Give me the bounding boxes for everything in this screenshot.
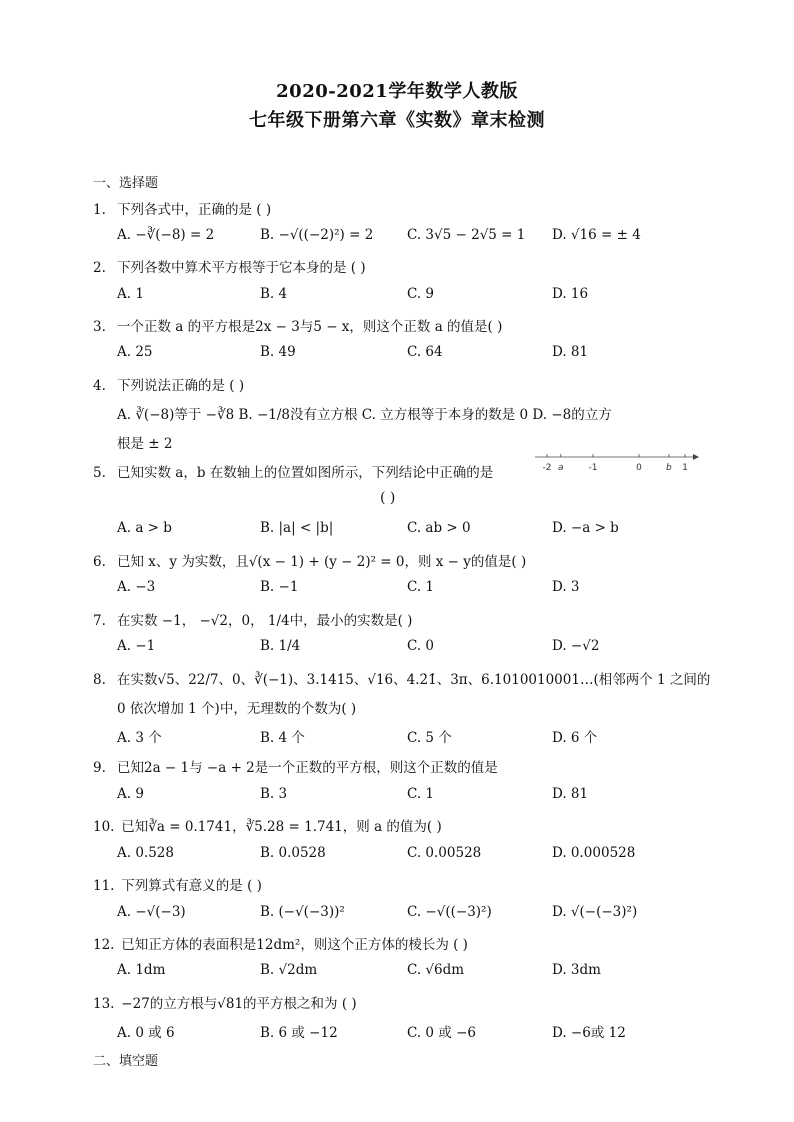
question-8: [93, 668, 711, 688]
question-number: 11.: [93, 878, 115, 894]
option-a: A. 3 个: [117, 730, 162, 746]
option-b: B. −√((−2)²) = 2: [260, 227, 374, 243]
number-line-label: -2: [542, 463, 552, 473]
option-c: C. 9: [407, 286, 435, 302]
question-12: [93, 933, 703, 953]
title-line-1: 2020-2021学年数学人教版: [276, 81, 518, 102]
option-b: B. 49: [260, 344, 296, 360]
question-number: 3.: [93, 319, 106, 335]
option-b: B. 6 或 −12: [260, 1025, 338, 1041]
question-number: 10.: [93, 819, 115, 835]
option-b: B. √2dm: [260, 962, 318, 978]
number-line-arrow: [693, 454, 699, 460]
question-text: 已知实数 a，b 在数轴上的位置如图所示，下列结论中正确的是: [117, 465, 494, 481]
question-text: 下列算式有意义的是 ( ): [117, 878, 262, 894]
option-b: B. 3: [260, 786, 288, 802]
question-text: 在实数√5、22/7、0、∛(−1)、3.1415、√16、4.2̇1̇、3π、6.1010010001…(相邻两个 1 之间的: [117, 672, 711, 688]
question-text: 下列各数中算术平方根等于它本身的是 ( ): [117, 260, 366, 276]
question-number: 2.: [93, 260, 106, 276]
option-a: A. 1dm: [117, 962, 166, 978]
option-c: C. 3√5 − 2√5 = 1: [407, 227, 526, 243]
option-b: B. −1: [260, 579, 299, 595]
number-line-svg: [533, 449, 703, 477]
option-a: A. −1: [117, 638, 156, 654]
option-c: C. 0: [407, 638, 435, 654]
question-4-options: A. ∛(−8)等于 −∛8 B. −1/8没有立方根 C. 立方根等于本身的数是 0 D. −8的立方: [117, 407, 612, 423]
question-text: 在实数 −1， −√2，0， 1/4中，最小的实数是( ): [117, 613, 413, 629]
number-line-label: 0: [636, 463, 642, 473]
question-number: 1.: [93, 202, 106, 218]
option-a: A. −√(−3): [117, 904, 186, 920]
option-a: A. −∛(−8) = 2: [117, 227, 215, 243]
question-9: [93, 756, 703, 776]
option-c: C. 64: [407, 344, 443, 360]
question-7: [93, 609, 703, 629]
number-line-label: -1: [588, 463, 598, 473]
question-text: 一个正数 a 的平方根是2x − 3与5 − x，则这个正数 a 的值是( ): [117, 319, 503, 335]
question-3: [93, 315, 703, 335]
option-b: B. 1/4: [260, 638, 301, 654]
option-d: D. 16: [552, 286, 589, 302]
option-d: D. √16 = ± 4: [552, 227, 641, 243]
question-number: 7.: [93, 613, 106, 629]
option-d: D. √(−(−3)²): [552, 904, 638, 920]
option-b: B. 4: [260, 286, 288, 302]
option-c: C. √6dm: [407, 962, 465, 978]
question-8-continuation: 0 依次增加 1 个)中，无理数的个数为( ): [117, 701, 357, 717]
question-number: 6.: [93, 554, 106, 570]
option-a: A. 0 或 6: [117, 1025, 175, 1041]
option-d: D. 3dm: [552, 962, 601, 978]
option-d: D. 3: [552, 579, 580, 595]
number-line-label: a: [558, 463, 564, 473]
option-a: A. 1: [117, 286, 144, 302]
question-text: −27的立方根与√81的平方根之和为 ( ): [117, 996, 357, 1012]
question-number: 12.: [93, 937, 115, 953]
option-d: D. 0.000528: [552, 845, 636, 861]
question-number: 13.: [93, 996, 115, 1012]
number-line-label: b: [666, 463, 672, 473]
option-d: D. −√2: [552, 638, 600, 654]
option-a: A. 9: [117, 786, 144, 802]
question-text: 已知2a − 1与 −a + 2是一个正数的平方根，则这个正数的值是: [117, 760, 498, 776]
question-4-continuation: 根是 ± 2: [117, 436, 173, 452]
question-6: [93, 550, 703, 570]
question-text: 已知∛a = 0.1741，∛5.28 = 1.741，则 a 的值为( ): [117, 819, 442, 835]
option-c: C. 5 个: [407, 730, 452, 746]
option-c: C. ab > 0: [407, 520, 471, 536]
question-10: [93, 815, 703, 835]
option-c: C. 0 或 −6: [407, 1025, 477, 1041]
option-b: B. |a| < |b|: [260, 520, 334, 536]
question-text: 已知正方体的表面积是12dm²，则这个正方体的棱长为 ( ): [117, 937, 468, 953]
number-line-figure: [533, 449, 703, 477]
question-number: 9.: [93, 760, 106, 776]
option-a: A. a > b: [117, 520, 172, 536]
section-heading-fill: 二、填空题: [93, 1054, 159, 1069]
question-text: 下列说法正确的是 ( ): [117, 378, 245, 394]
question-number: 4.: [93, 378, 106, 394]
question-number: 5.: [93, 465, 106, 481]
question-1: [93, 198, 703, 218]
question-13: [93, 992, 703, 1012]
option-c: C. 1: [407, 579, 435, 595]
option-b: B. (−√(−3))²: [260, 904, 345, 920]
option-b: B. 4 个: [260, 730, 305, 746]
option-d: D. 6 个: [552, 730, 598, 746]
question-2: [93, 256, 703, 276]
question-11: [93, 874, 703, 894]
question-text: 已知 x、y 为实数，且√(x − 1) + (y − 2)² = 0，则 x − y的值是( ): [117, 554, 527, 570]
option-d: D. −a > b: [552, 520, 619, 536]
option-d: D. 81: [552, 786, 589, 802]
option-b: B. 0.0528: [260, 845, 326, 861]
question-text: 下列各式中，正确的是 ( ): [117, 202, 272, 218]
option-a: A. 25: [117, 344, 153, 360]
option-c: C. −√((−3)²): [407, 904, 492, 920]
option-d: D. 81: [552, 344, 589, 360]
option-d: D. −6或 12: [552, 1025, 626, 1041]
question-number: 8.: [93, 672, 106, 688]
option-a: A. −3: [117, 579, 156, 595]
number-line-label: 1: [682, 463, 688, 473]
option-c: C. 1: [407, 786, 435, 802]
question-5-paren: ( ): [380, 490, 396, 506]
section-heading-choice: 一、选择题: [93, 176, 159, 191]
option-c: C. 0.00528: [407, 845, 482, 861]
question-4: [93, 374, 703, 394]
title-line-2: 七年级下册第六章《实数》章末检测: [249, 110, 545, 131]
option-a: A. 0.528: [117, 845, 174, 861]
